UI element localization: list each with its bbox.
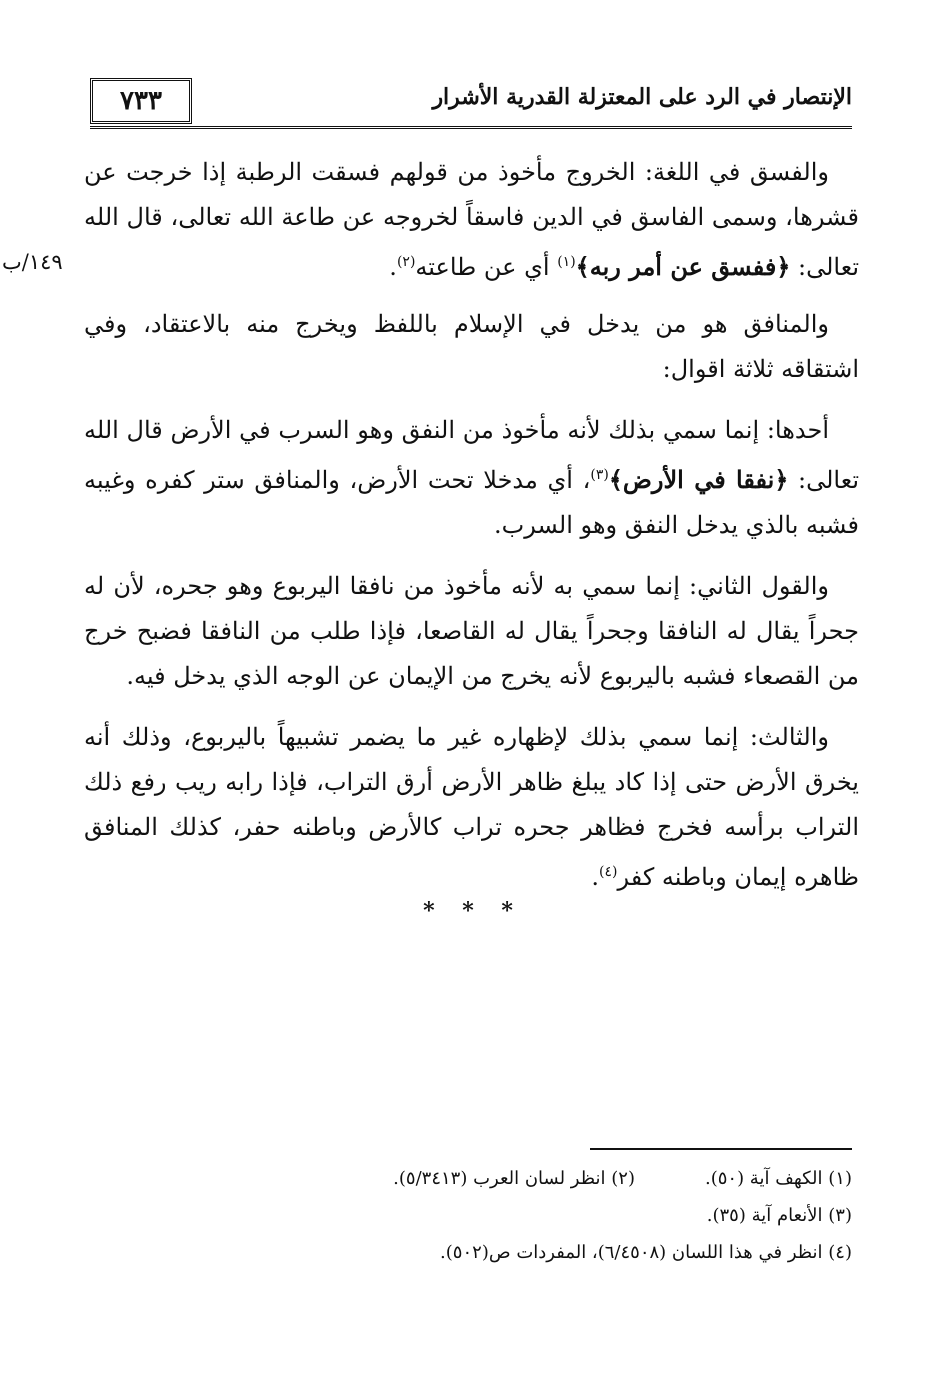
footnote-row: [300, 1160, 852, 1197]
footnote-ref-4: (٤): [598, 864, 618, 880]
paragraph-3-text-after: ، أي مدخلا تحت الأرض، والمنافق ستر كفره وغيبه فشبه بالذي يدخل النفق وهو السرب.: [84, 466, 859, 539]
page-number: ٧٣٣: [90, 78, 192, 124]
paragraph-3-text: أحدها: إنما سمي بذلك لأنه مأخوذ من النفق وهو السرب في الأرض قال الله تعالى:: [84, 416, 860, 494]
footnote-ref-2: (٢): [396, 254, 416, 270]
footnote-4: (٤) انظر في هذا اللسان (٦/٤٥٠٨)، المفردات ص(٥٠٢).: [440, 1242, 852, 1263]
quran-quote-2: ﴿نفقا في الأرض﴾: [608, 465, 789, 494]
footnotes: [300, 1160, 852, 1271]
footnote-2: (٢) انظر لسان العرب (٥/٣٤١٣).: [393, 1168, 635, 1189]
margin-folio-note: ١٤٩/ب: [2, 250, 63, 274]
footnote-1: (١) الكهف آية (٥٠).: [704, 1168, 852, 1189]
paragraph-5: [84, 715, 859, 900]
footnote-ref-1: (١): [557, 254, 576, 270]
paragraph-5-end: .: [591, 863, 599, 891]
paragraph-4: والقول الثاني: إنما سمي به لأنه مأخوذ من نافقا اليربوع وهو جحره، لأن له جحراً يقال له النافقا وجحراً يقال له القاصعا، فإذا طلب من النافقا فضبح خرج من القصعاء فشبه باليربوع لأنه يخرج من الإيمان عن الوجه الذي يدخل فيه.: [84, 572, 859, 690]
page-header: [90, 78, 852, 130]
footnote-rule: [590, 1148, 852, 1150]
footnote-ref-3: (٣): [590, 467, 609, 483]
main-text: [84, 150, 859, 916]
paragraph-3: [84, 408, 859, 548]
quran-quote-1: ﴿ففسق عن أمر ربه﴾: [575, 252, 791, 281]
paragraph-1-text-after: أي عن طاعته: [415, 253, 558, 281]
paragraph-1-end: .: [389, 253, 397, 281]
paragraph-1-text: والفسق في اللغة: الخروج مأخوذ من قولهم فسقت الرطبة إذا خرجت عن قشرها، وسمى الفاسق في الدين فاسقاً لخروجه عن طاعة الله تعالى، قال الله تعالى:: [84, 158, 859, 281]
paragraph-2: والمنافق هو من يدخل في الإسلام باللفظ ويخرج منه بالاعتقاد، وفي اشتقاقه ثلاثة اقوال:: [84, 310, 859, 383]
footnote-3: (٣) الأنعام آية (٣٥).: [706, 1205, 852, 1226]
paragraph-5-text: والثالث: إنما سمي بذلك لإظهاره غير ما يضمر تشبيهاً باليربوع، وذلك أنه يخرق الأرض حتى إذا كاد يبلغ ظاهر الأرض أرق التراب، فإذا رابه ريب رفع ذلك التراب برأسه فخرج فظاهر جحره تراب كالأرض وباطنه حفر، كذلك المنافق ظاهره إيمان وباطنه كفر: [84, 723, 859, 891]
paragraph-1: [84, 150, 859, 290]
section-separator: * * *: [423, 898, 523, 924]
header-rule: [90, 126, 852, 129]
running-title: الإنتصار في الرد على المعتزلة القدرية الأشرار: [432, 84, 852, 110]
